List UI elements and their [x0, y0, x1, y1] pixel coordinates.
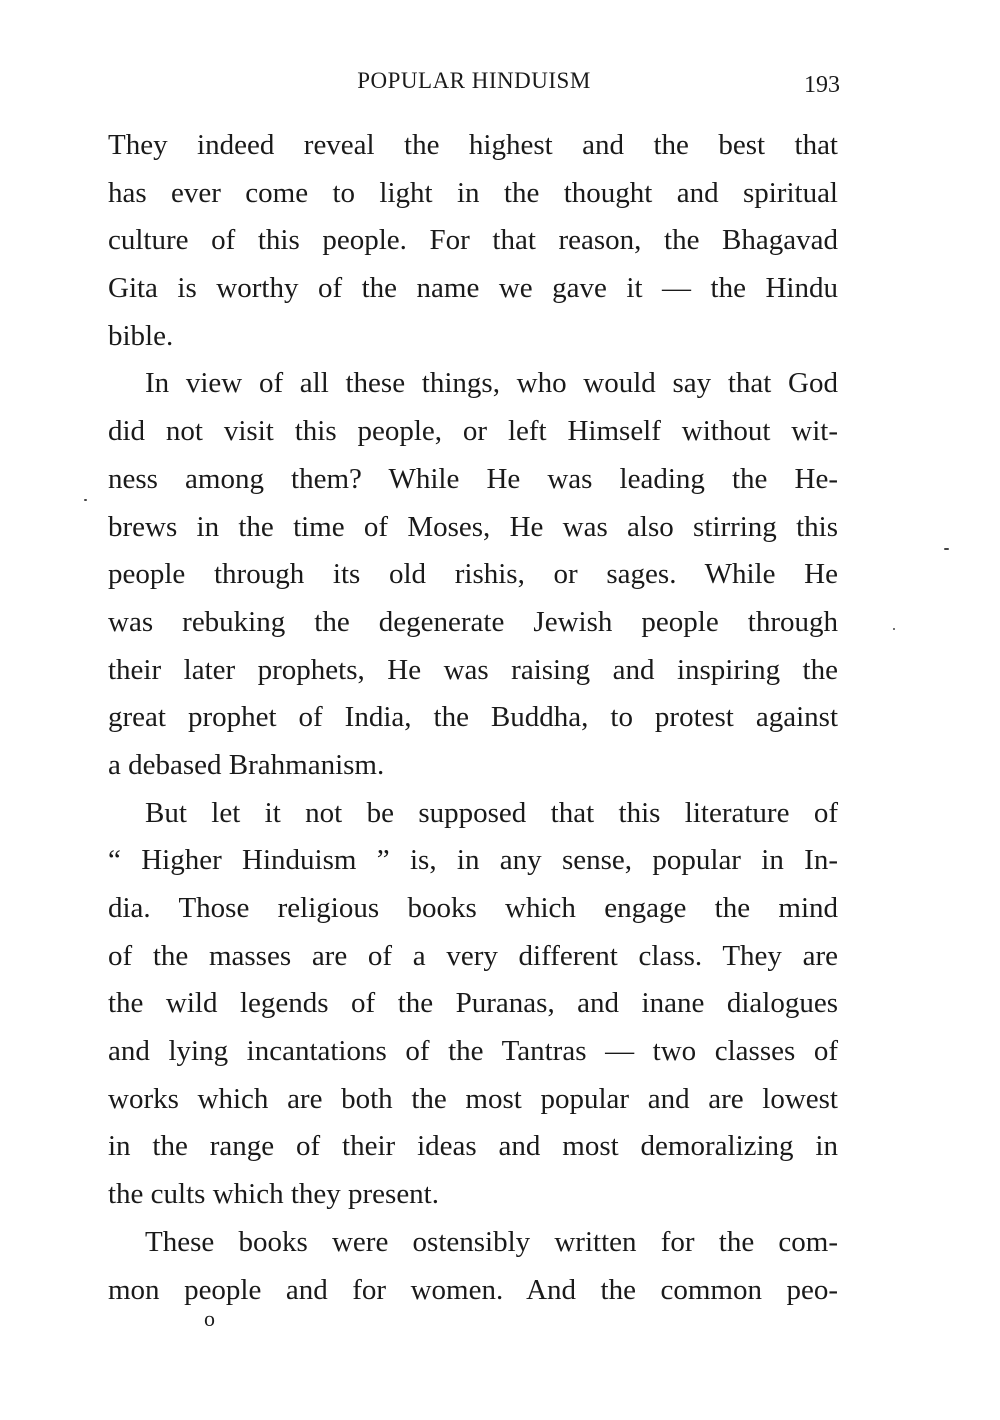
scan-speck: [944, 548, 949, 550]
page-number: 193: [804, 72, 840, 98]
text-line: In view of all these things, who would say that God: [145, 367, 838, 400]
text-line: But let it not be supposed that this literature of: [145, 796, 838, 829]
text-line: culture of this people. For that reason, the Bhagavad: [108, 224, 838, 257]
text-line: works which are both the most popular and are lowest: [108, 1082, 838, 1115]
running-title: POPULAR HINDUISM: [357, 68, 591, 93]
text-line: They indeed reveal the highest and the best that: [108, 129, 838, 161]
running-head: [108, 66, 840, 96]
text-line: and lying incantations of the Tantras — two classes of: [108, 1035, 838, 1068]
text-line: of the masses are of a very different class. They are: [108, 939, 838, 972]
text-line: people through its old rishis, or sages. While He: [108, 558, 838, 591]
text-line: the wild legends of the Puranas, and inane dialogues: [108, 987, 838, 1020]
text-line: ness among them? While He was leading the He-: [108, 462, 838, 495]
text-line: their later prophets, He was raising and inspiring the: [108, 653, 838, 686]
text-line: Gita is worthy of the name we gave it — the Hindu: [108, 272, 838, 305]
text-line: a debased Brahmanism.: [108, 748, 385, 781]
text-line: dia. Those religious books which engage the mind: [108, 892, 838, 924]
text-line: has ever come to light in the thought and spiritual: [108, 176, 838, 209]
text-line: These books were ostensibly written for the com-: [145, 1225, 838, 1258]
text-line: mon people and for women. And the common peo-: [108, 1273, 838, 1306]
text-line: did not visit this people, or left Himself without wit-: [108, 415, 838, 448]
text-line: “ Higher Hinduism ” is, in any sense, popular in In-: [108, 844, 838, 877]
text-line: great prophet of India, the Buddha, to protest against: [108, 701, 838, 734]
text-line: was rebuking the degenerate Jewish people through: [108, 605, 838, 638]
text-line: bible.: [108, 319, 174, 352]
text-line: in the range of their ideas and most demoralizing in: [108, 1130, 838, 1163]
scan-speck: [84, 499, 87, 501]
text-line: brews in the time of Moses, He was also stirring this: [108, 510, 838, 543]
text-line: the cults which they present.: [108, 1178, 439, 1211]
body-text: [108, 122, 838, 1314]
scan-speck: [893, 628, 895, 630]
signature-mark: o: [204, 1306, 215, 1331]
